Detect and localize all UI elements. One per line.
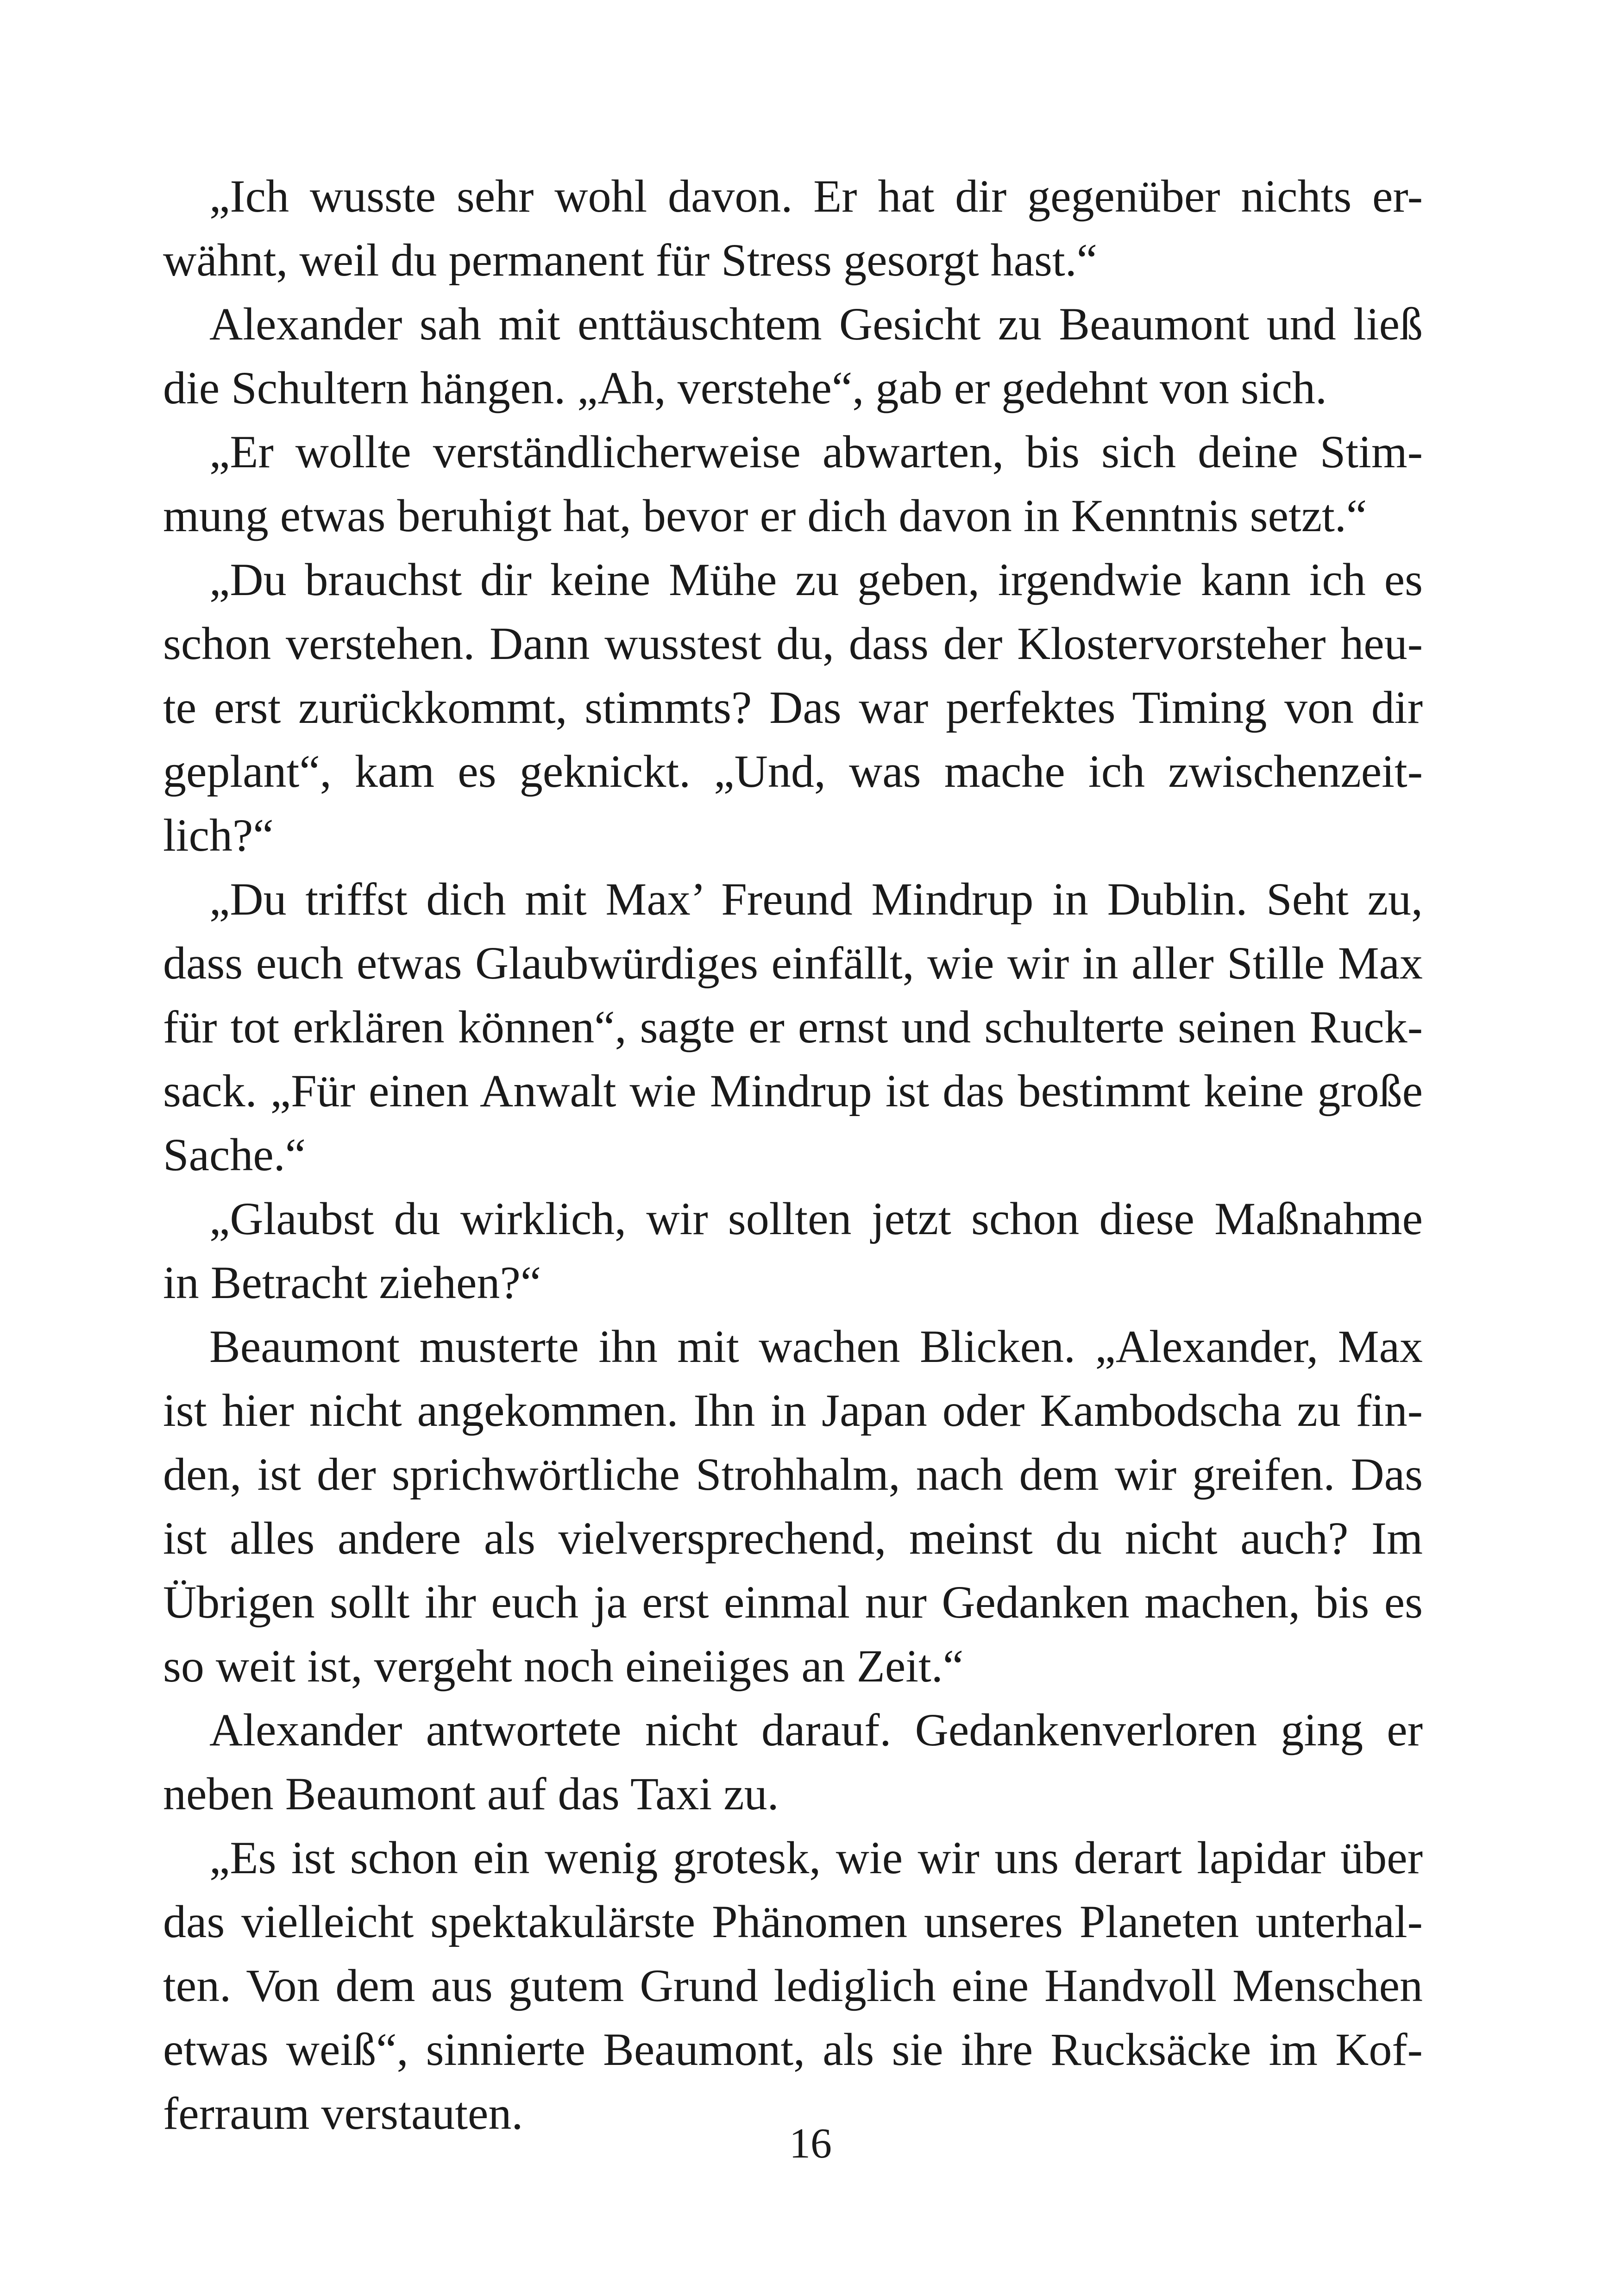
text-line: geplant“, kam es geknickt. „Und, was mache ich zwischenzeit- [163, 746, 1423, 797]
text-line: schon verstehen. Dann wusstest du, dass der Klostervorsteher heu- [163, 618, 1423, 669]
text-line: Übrigen sollt ihr euch ja erst einmal nur Gedanken machen, bis es [163, 1576, 1423, 1628]
text-line: „Ich wusste sehr wohl davon. Er hat dir gegenüber nichts er- [209, 170, 1423, 222]
text-line: sack. „Für einen Anwalt wie Mindrup ist das bestimmt keine große [163, 1065, 1423, 1117]
text-line: ferraum verstauten. [163, 2088, 523, 2139]
text-line: „Es ist schon ein wenig grotesk, wie wir uns derart lapidar über [209, 1832, 1423, 1883]
text-line: das vielleicht spektakulärste Phänomen unseres Planeten unterhal- [163, 1896, 1423, 1947]
page-number: 16 [789, 2120, 832, 2167]
text-line: neben Beaumont auf das Taxi zu. [163, 1768, 779, 1819]
text-line: „Er wollte verständlicherweise abwarten, bis sich deine Stim- [209, 426, 1423, 477]
text-line: „Du brauchst dir keine Mühe zu geben, irgendwie kann ich es [209, 554, 1423, 605]
text-line: den, ist der sprichwörtliche Strohhalm, nach dem wir greifen. Das [163, 1449, 1423, 1500]
text-line: Alexander sah mit enttäuschtem Gesicht zu Beaumont und ließ [209, 298, 1423, 350]
text-line: ten. Von dem aus gutem Grund lediglich eine Handvoll Menschen [163, 1960, 1423, 2011]
text-line: dass euch etwas Glaubwürdiges einfällt, wie wir in aller Stille Max [163, 937, 1423, 989]
text-line: lich?“ [163, 809, 274, 861]
text-line: für tot erklären können“, sagte er ernst und schulterte seinen Ruck- [163, 1001, 1423, 1053]
text-line: Sache.“ [163, 1129, 306, 1180]
text-line: die Schultern hängen. „Ah, verstehe“, gab er gedehnt von sich. [163, 362, 1327, 414]
text-line: so weit ist, vergeht noch eineiiges an Zeit.“ [163, 1640, 964, 1692]
text-line: ist hier nicht angekommen. Ihn in Japan oder Kambodscha zu fin- [163, 1385, 1423, 1436]
text-line: „Glaubst du wirklich, wir sollten jetzt schon diese Maßnahme [209, 1193, 1423, 1244]
text-line: te erst zurückkommt, stimmts? Das war perfektes Timing von dir [163, 682, 1423, 733]
text-line: wähnt, weil du permanent für Stress gesorgt hast.“ [163, 234, 1098, 286]
text-line: „Du triffst dich mit Max’ Freund Mindrup in Dublin. Seht zu, [209, 873, 1423, 925]
text-line: ist alles andere als vielversprechend, meinst du nicht auch? Im [163, 1512, 1423, 1564]
text-line: Beaumont musterte ihn mit wachen Blicken. „Alexander, Max [209, 1321, 1423, 1372]
text-line: Alexander antwortete nicht darauf. Gedankenverloren ging er [209, 1704, 1423, 1756]
text-line: in Betracht ziehen?“ [163, 1257, 541, 1308]
text-line: etwas weiß“, sinnierte Beaumont, als sie ihre Rucksäcke im Kof- [163, 2024, 1423, 2075]
text-line: mung etwas beruhigt hat, bevor er dich davon in Kenntnis setzt.“ [163, 490, 1367, 541]
body-text [163, 164, 1423, 2145]
